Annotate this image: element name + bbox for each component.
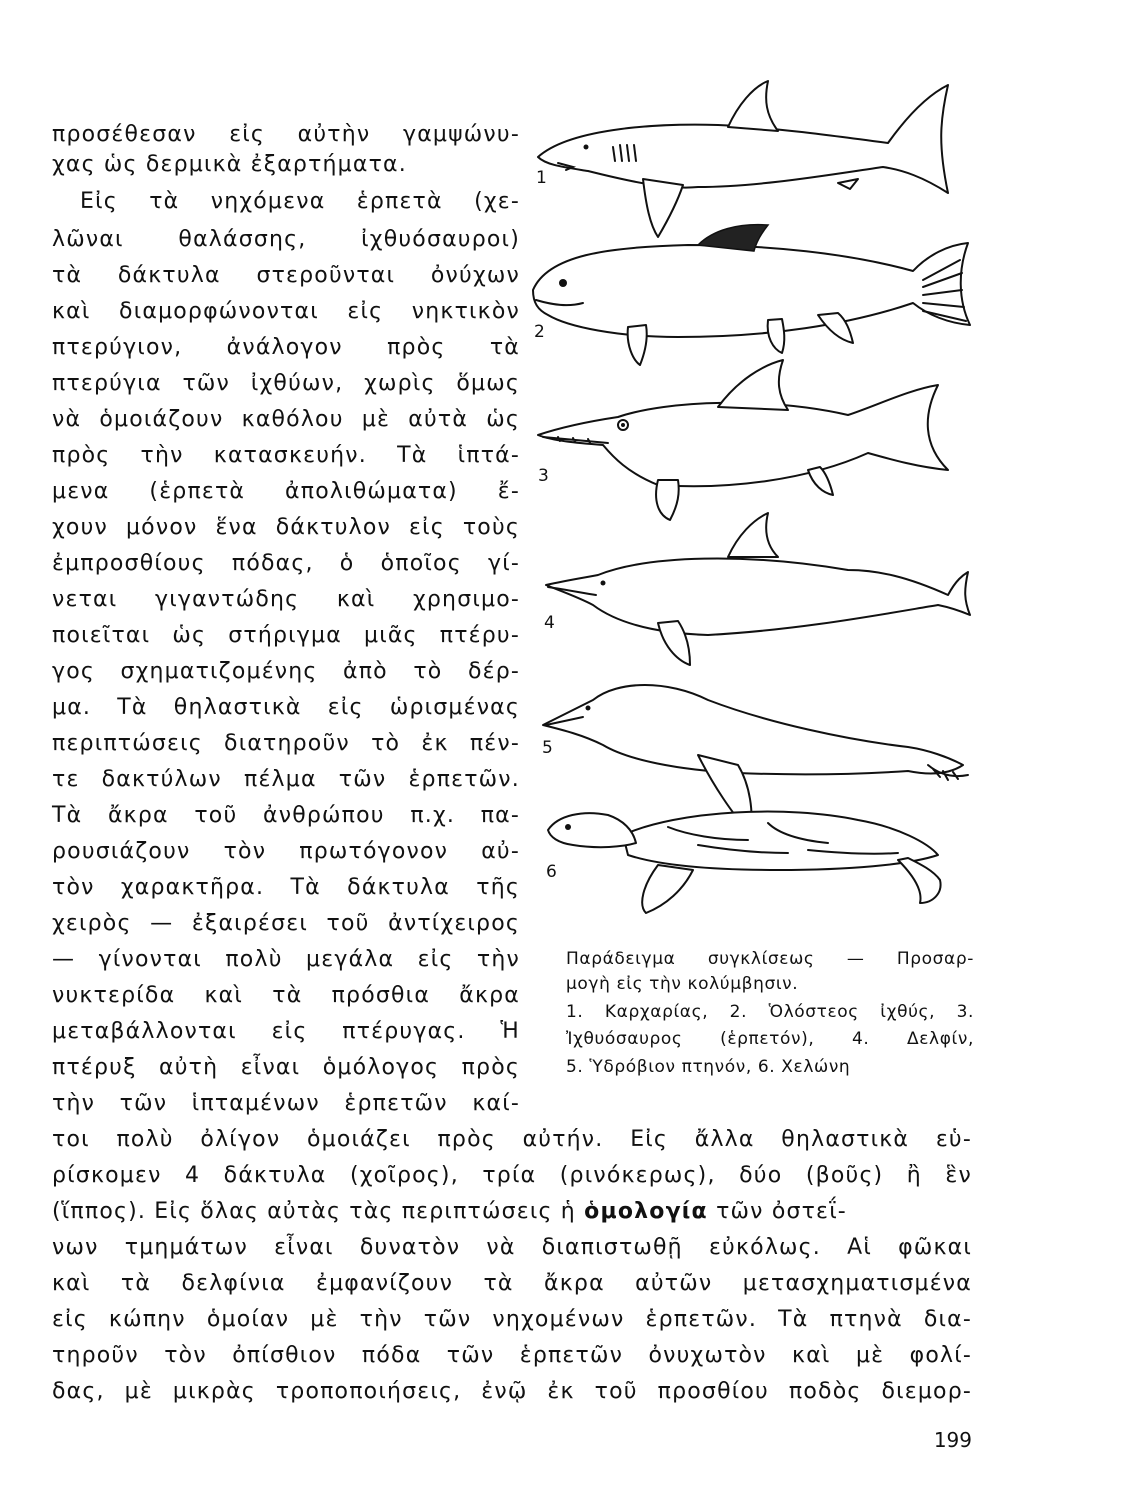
text-line: καὶ διαμορφώνονται εἰς νηκτικὸν: [52, 299, 520, 324]
text-line: πτέρυξ αὐτὴ εἶναι ὁμόλογος πρὸς: [52, 1055, 520, 1080]
text-line: τὰ δάκτυλα στεροῦνται ὀνύχων: [52, 263, 520, 288]
text-line: νὰ ὁμοιάζουν καθόλου μὲ αὐτὰ ὡς: [52, 407, 520, 432]
text-line: καὶ τὰ δελφίνια ἐμφανίζουν τὰ ἄκρα αὐτῶν μετασχηματισμένα: [52, 1271, 972, 1296]
figure-number: 3: [538, 466, 549, 486]
text-line: προσέθεσαν εἰς αὐτὴν γαμψώνυ-: [52, 122, 520, 147]
bony-fish-drawing: [533, 225, 970, 365]
text-line: τοι πολὺ ὀλίγον ὁμοιάζει πρὸς αὐτήν. Εἰς ἄλλα θηλαστικὰ εὑ-: [52, 1127, 972, 1152]
text-segment: (ἵππος). Εἰς ὅλας αὐτὰς τὰς περιπτώσεις ἡ: [52, 1199, 576, 1224]
text-line: εἰς κώπην ὁμοίαν μὲ τὴν τῶν νηχομένων ἑρπετῶν. Τὰ πτηνὰ δια-: [52, 1307, 972, 1332]
caption-line: 1. Καρχαρίας, 2. Ὁλόστεος ἰχθύς, 3.: [566, 1002, 974, 1022]
text-line: χας ὡς δερμικὰ ἐξαρτήματα.: [52, 152, 407, 177]
figure-number: 4: [544, 613, 555, 633]
text-line: Τὰ ἄκρα τοῦ ἀνθρώπου π.χ. πα-: [52, 803, 520, 828]
caption-line: μογὴ εἰς τὴν κολύμβησιν.: [566, 974, 799, 994]
text-line: νυκτερίδα καὶ τὰ πρόσθια ἄκρα: [52, 983, 520, 1008]
figure-number: 1: [536, 168, 547, 188]
turtle-drawing: [548, 812, 941, 913]
convergence-figure: [528, 75, 978, 915]
text-line: — γίνονται πολὺ μεγάλα εἰς τὴν: [52, 947, 520, 972]
text-line: λῶναι θαλάσσης, ἰχθυόσαυροι): [52, 227, 520, 252]
text-line: τηροῦν τὸν ὀπίσθιον πόδα τῶν ἑρπετῶν ὀνυχωτὸν καὶ μὲ φολί-: [52, 1343, 972, 1368]
text-line: μα. Τὰ θηλαστικὰ εἰς ὡρισμένας: [52, 695, 520, 720]
text-line: [52, 1197, 847, 1227]
text-line: ρίσκομεν 4 δάκτυλα (χοῖρος), τρία (ρινόκερως), δύο (βοῦς) ἢ ἓν: [52, 1163, 972, 1188]
text-line: τὴν τῶν ἱπταμένων ἑρπετῶν καί-: [52, 1091, 520, 1116]
dolphin-drawing: [546, 513, 970, 665]
text-line: ρουσιάζουν τὸν πρωτόγονον αὐ-: [52, 839, 520, 864]
text-line: ποιεῖται ὡς στήριγμα μιᾶς πτέρυ-: [52, 623, 520, 648]
text-line: χουν μόνον ἕνα δάκτυλον εἰς τοὺς: [52, 515, 520, 540]
text-line: δας, μὲ μικρὰς τροποποιήσεις, ἐνῷ ἐκ τοῦ προσθίου ποδὸς διεμορ-: [52, 1379, 972, 1404]
text-line: περιπτώσεις διατηροῦν τὸ ἐκ πέν-: [52, 731, 520, 756]
emphasis-term: ὁμολογία: [584, 1199, 708, 1224]
caption-line: 5. Ὑδρόβιον πτηνόν, 6. Χελώνη: [566, 1057, 851, 1077]
text-line: ἐμπροσθίους πόδας, ὁ ὁποῖος γί-: [52, 551, 520, 576]
text-line: χειρὸς — ἐξαιρέσει τοῦ ἀντίχειρος: [52, 911, 520, 936]
text-line: πρὸς τὴν κατασκευήν. Τὰ ἱπτά-: [52, 443, 520, 468]
text-line: Εἰς τὰ νηχόμενα ἑρπετὰ (χε-: [80, 189, 520, 214]
text-line: μενα (ἑρπετὰ ἀπολιθώματα) ἔ-: [52, 479, 520, 504]
shark-drawing: [538, 81, 948, 237]
caption-line: Παράδειγμα συγκλίσεως — Προσαρ-: [566, 949, 974, 969]
page-number: 199: [933, 1428, 972, 1452]
text-line: γος σχηματιζομένης ἀπὸ τὸ δέρ-: [52, 659, 520, 684]
text-line: τε δακτύλων πέλμα τῶν ἑρπετῶν.: [52, 767, 520, 792]
caption-line: Ἰχθυόσαυρος (ἑρπετόν), 4. Δελφίν,: [566, 1029, 974, 1049]
figure-number: 6: [546, 862, 557, 882]
text-line: νων τμημάτων εἶναι δυνατὸν νὰ διαπιστωθῇ εὐκόλως. Αἱ φῶκαι: [52, 1235, 972, 1260]
text-line: πτερύγιον, ἀνάλογον πρὸς τὰ: [52, 335, 520, 360]
text-line: τὸν χαρακτῆρα. Τὰ δάκτυλα τῆς: [52, 875, 520, 900]
text-line: μεταβάλλονται εἰς πτέρυγας. Ἡ: [52, 1019, 520, 1044]
text-segment: τῶν ὀστεΐ-: [716, 1199, 847, 1224]
ichthyosaur-drawing: [538, 360, 948, 520]
figure-number: 2: [534, 322, 545, 342]
text-line: πτερύγια τῶν ἰχθύων, χωρὶς ὅμως: [52, 371, 520, 396]
text-line: νεται γιγαντώδης καὶ χρησιμο-: [52, 587, 520, 612]
figure-number: 5: [542, 738, 553, 758]
